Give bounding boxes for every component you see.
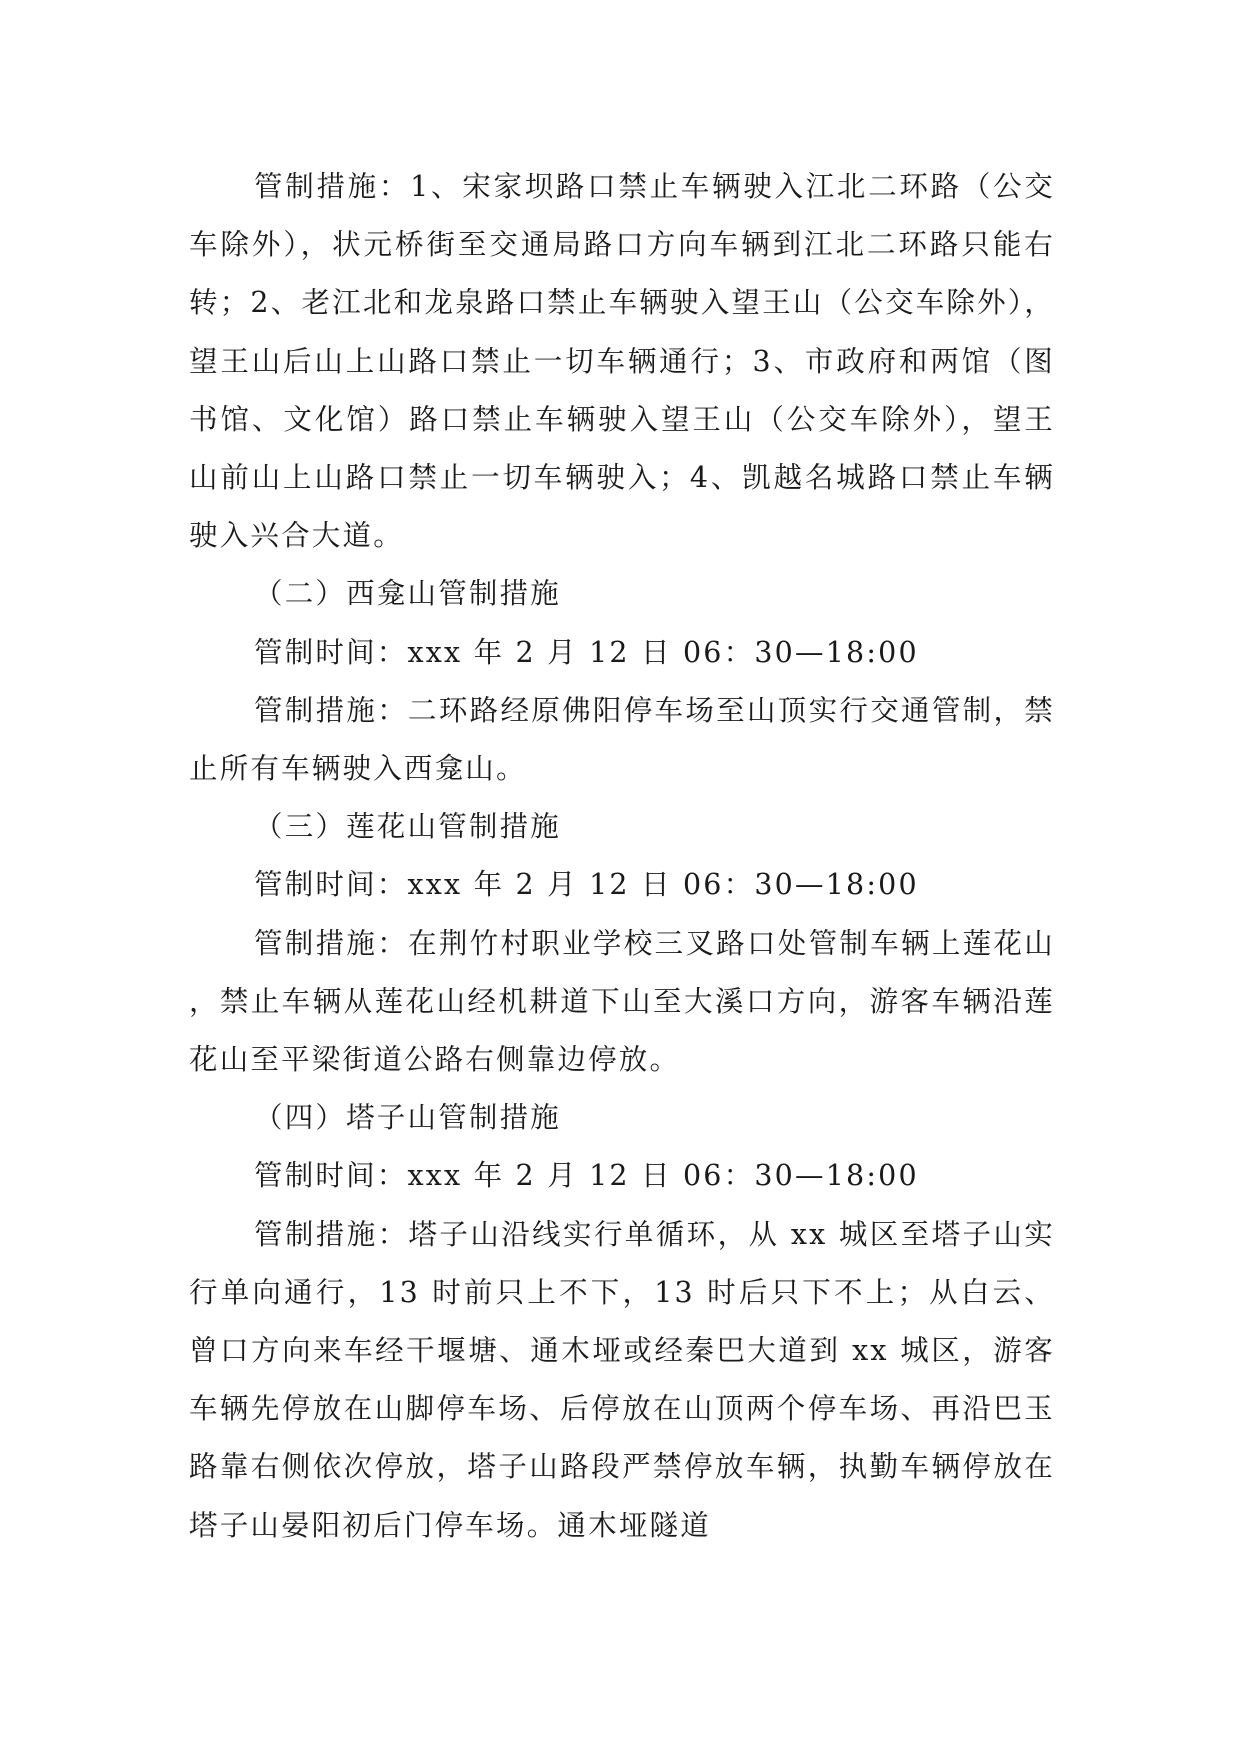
paragraph-control-time-tazishan: 管制时间：xxx 年 2 月 12 日 06：30—18:00 [254,1159,919,1193]
paragraph-control-measures-lianhuashan: 管制措施：在荆竹村职业学校三叉路口处管制车辆上莲花山，禁止车辆从莲花山经机耕道下山至大溪口方向，游客车辆沿莲花山至平梁街道公路右侧靠边停放。 [189,926,1055,1077]
section-heading-tazishan: （四）塔子山管制措施 [254,1101,562,1135]
paragraph-control-time-lianhuashan: 管制时间：xxx 年 2 月 12 日 06：30—18:00 [254,868,919,902]
section-heading-xikanshan: （二）西龛山管制措施 [254,577,562,611]
document-body [189,158,1055,1555]
paragraph-control-measures-xikanshan: 管制措施：二环路经原佛阳停车场至山顶实行交通管制，禁止所有车辆驶入西龛山。 [189,693,1055,786]
paragraph-control-measures-tazishan: 管制措施：塔子山沿线实行单循环，从 xx 城区至塔子山实行单向通行，13 时前只上不下，13 时后只下不上；从白云、曾口方向来车经干堰塘、通木垭或经秦巴大道到 xx 城区，游客车辆先停放在山脚停车场、后停放在山顶两个停车场、再沿巴玉路靠右侧依次停放，塔子山路段严禁停放车辆，执勤车辆停放在塔子山晏阳初后门停车场。通木垭隧道 [189,1217,1055,1542]
paragraph-control-time-xikanshan: 管制时间：xxx 年 2 月 12 日 06：30—18:00 [254,635,919,669]
paragraph-control-measures-wangwangshan: 管制措施：1、宋家坝路口禁止车辆驶入江北二环路（公交车除外），状元桥街至交通局路口方向车辆到江北二环路只能右转；2、老江北和龙泉路口禁止车辆驶入望王山（公交车除外），望王山后山上山路口禁止一切车辆通行；3、市政府和两馆（图书馆、文化馆）路口禁止车辆驶入望王山（公交车除外），望王山前山上山路口禁止一切车辆驶入；4、凯越名城路口禁止车辆驶入兴合大道。 [189,170,1055,553]
section-heading-lianhuashan: （三）莲花山管制措施 [254,810,562,844]
